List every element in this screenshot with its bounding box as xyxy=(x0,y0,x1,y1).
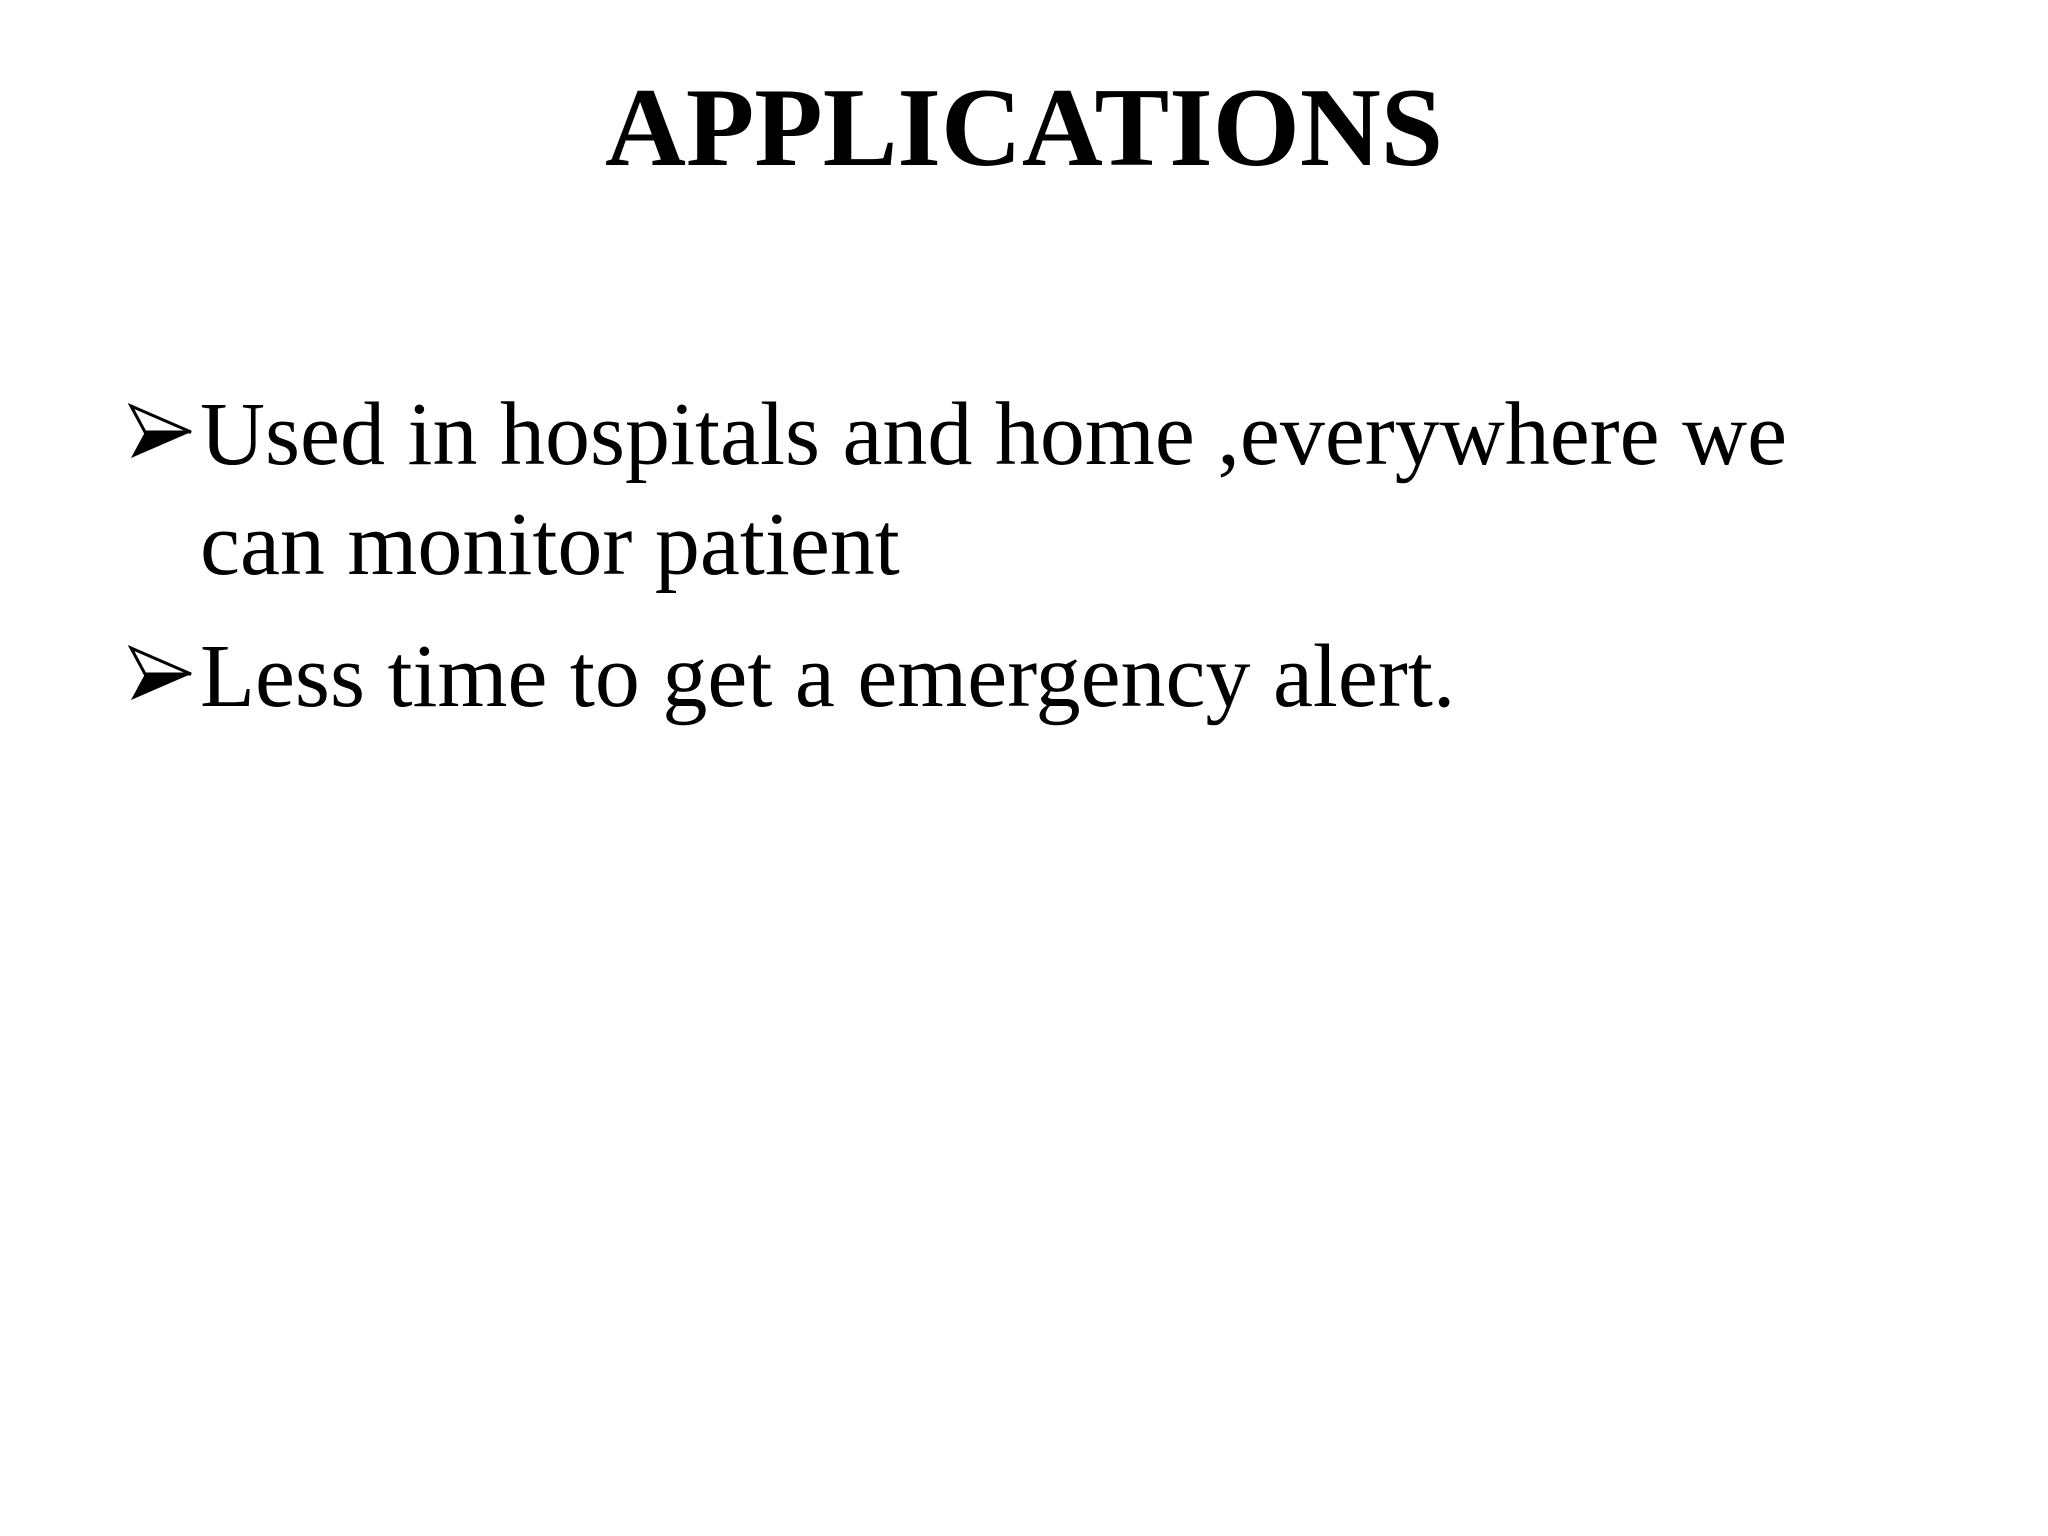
bullet-item xyxy=(128,622,1928,732)
slide-title: APPLICATIONS xyxy=(604,66,1444,190)
bullet-item xyxy=(128,380,1928,600)
bullet-text: Less time to get a emergency alert. xyxy=(200,627,1456,726)
bullet-list xyxy=(128,380,1928,754)
bullet-text: Used in hospitals and home ,everywhere we can monitor patient xyxy=(200,385,1788,594)
arrowhead-bullet-icon xyxy=(128,380,200,490)
arrowhead-bullet-icon xyxy=(128,622,200,732)
